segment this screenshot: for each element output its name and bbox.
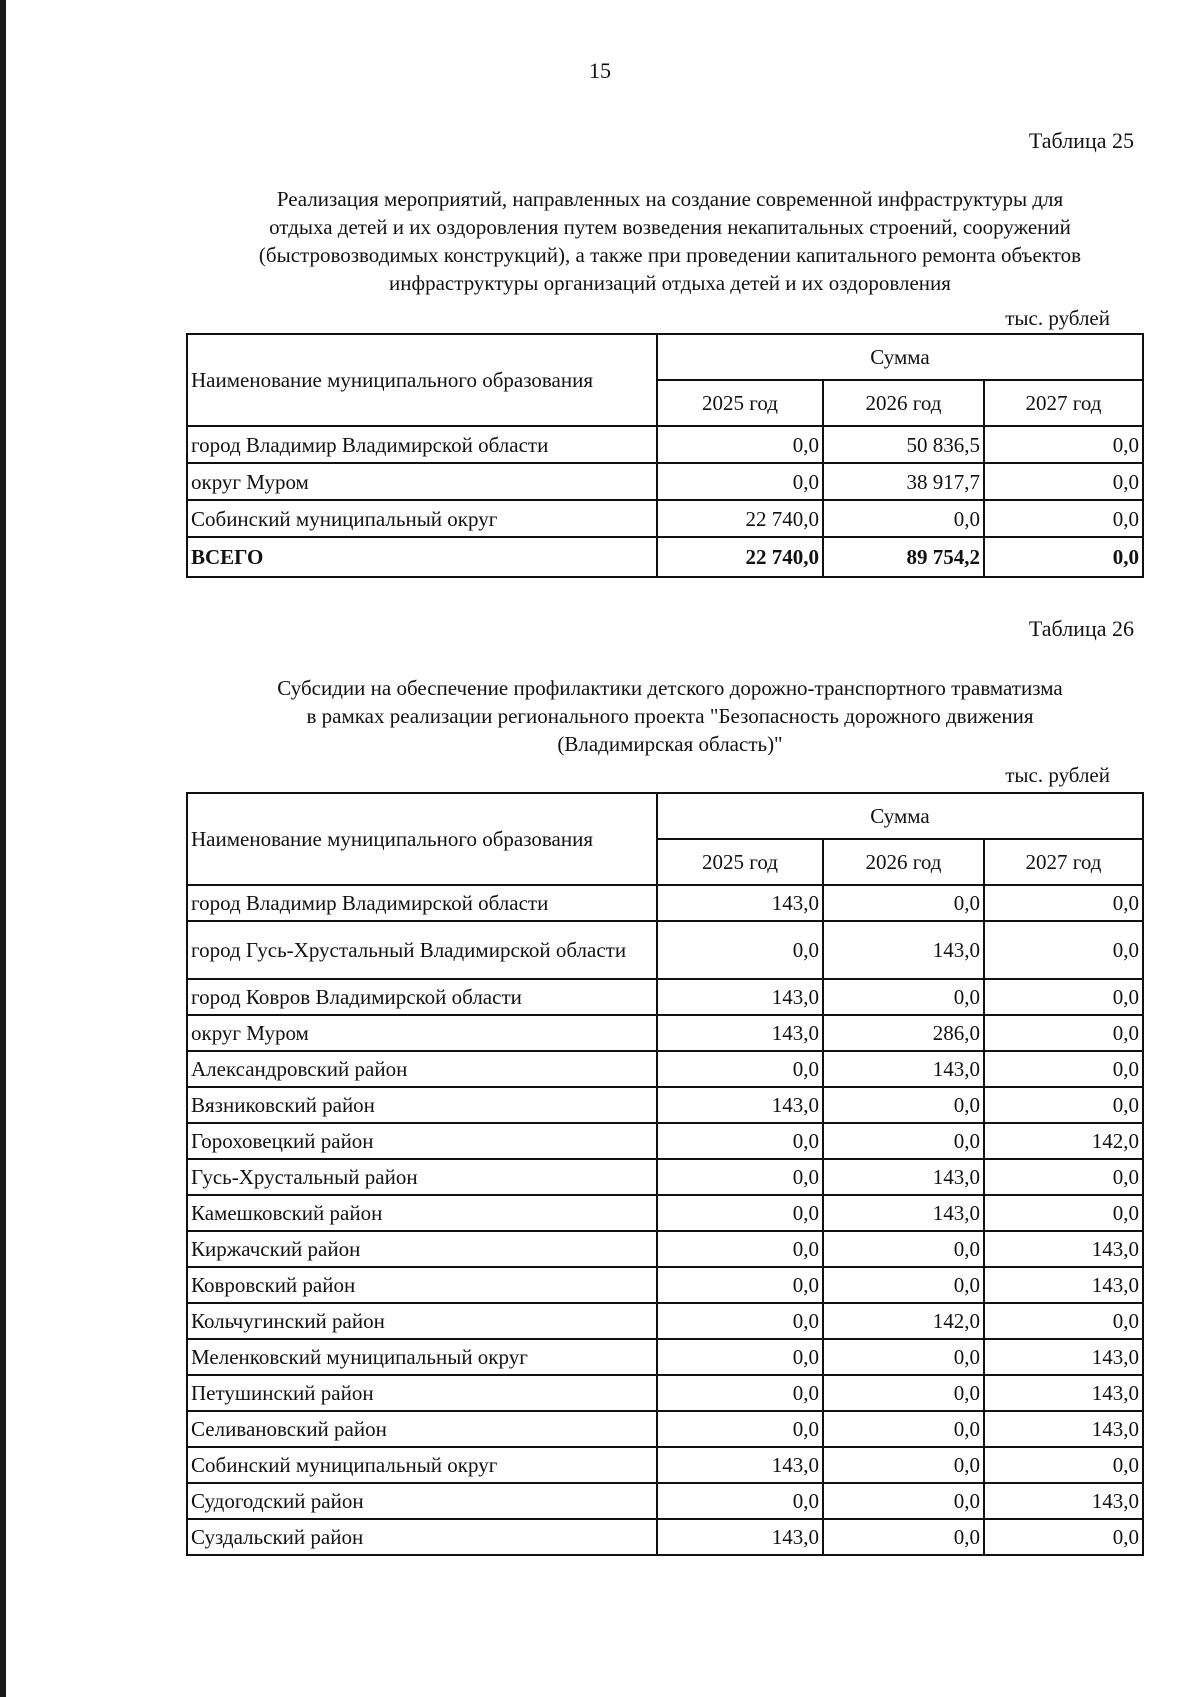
municipality-name: Суздальский район — [187, 1519, 657, 1555]
municipality-name: Собинский муниципальный округ — [187, 1447, 657, 1483]
table-26-header-name: Наименование муниципального образования — [187, 793, 657, 885]
table-row — [187, 1123, 1143, 1159]
value-2026: 286,0 — [823, 1015, 984, 1051]
table-26-title-line: (Владимирская область)" — [557, 732, 783, 756]
value-2027: 143,0 — [984, 1339, 1143, 1375]
table-row — [187, 1015, 1143, 1051]
table-25-header-sum: Сумма — [657, 334, 1143, 380]
table-26 — [186, 792, 1144, 1556]
municipality-name: Киржачский район — [187, 1231, 657, 1267]
table-row — [187, 1087, 1143, 1123]
table-row — [187, 426, 1143, 463]
value-2025: 0,0 — [657, 463, 823, 500]
value-2025: 0,0 — [657, 1267, 823, 1303]
municipality-name: город Ковров Владимирской области — [187, 979, 657, 1015]
table-26-title — [190, 674, 1150, 758]
table-row — [187, 885, 1143, 921]
table-25-year-header: 2026 год — [823, 380, 984, 426]
table-25-title-line: (быстровозводимых конструкций), а также при проведении капитального ремонта объектов — [258, 243, 1082, 267]
municipality-name: Селивановский район — [187, 1411, 657, 1447]
table-row — [187, 1339, 1143, 1375]
value-2026: 0,0 — [823, 1087, 984, 1123]
value-2025: 143,0 — [657, 1447, 823, 1483]
page-number: 15 — [589, 58, 611, 83]
municipality-name: Гусь-Хрустальный район — [187, 1159, 657, 1195]
municipality-name: город Владимир Владимирской области — [187, 426, 657, 463]
municipality-name: Меленковский муниципальный округ — [187, 1339, 657, 1375]
table-row — [187, 1411, 1143, 1447]
total-2025: 22 740,0 — [657, 537, 823, 577]
table-row — [187, 1447, 1143, 1483]
table-26-header-sum: Сумма — [657, 793, 1143, 839]
value-2027: 0,0 — [984, 1051, 1143, 1087]
table-25-title-line: Реализация мероприятий, направленных на создание современной инфраструктуры для — [276, 187, 1064, 211]
value-2026: 0,0 — [823, 1483, 984, 1519]
value-2025: 0,0 — [657, 426, 823, 463]
table-row — [187, 1159, 1143, 1195]
value-2025: 143,0 — [657, 1015, 823, 1051]
value-2027: 0,0 — [984, 1015, 1143, 1051]
value-2027: 0,0 — [984, 1447, 1143, 1483]
value-2027: 0,0 — [984, 921, 1143, 979]
municipality-name: Ковровский район — [187, 1267, 657, 1303]
table-row — [187, 921, 1143, 979]
municipality-name: округ Муром — [187, 463, 657, 500]
value-2025: 0,0 — [657, 1339, 823, 1375]
value-2026: 0,0 — [823, 1519, 984, 1555]
municipality-name: Вязниковский район — [187, 1087, 657, 1123]
value-2026: 50 836,5 — [823, 426, 984, 463]
value-2027: 143,0 — [984, 1375, 1143, 1411]
table-row — [187, 1195, 1143, 1231]
value-2027: 0,0 — [984, 1087, 1143, 1123]
value-2025: 143,0 — [657, 885, 823, 921]
table-26-caption: Таблица 26 — [1028, 616, 1134, 641]
scan-left-border — [0, 0, 6, 1697]
total-2026: 89 754,2 — [823, 537, 984, 577]
table-row — [187, 1231, 1143, 1267]
value-2025: 143,0 — [657, 1087, 823, 1123]
value-2027: 0,0 — [984, 1195, 1143, 1231]
value-2026: 143,0 — [823, 1159, 984, 1195]
municipality-name: Судогодский район — [187, 1483, 657, 1519]
table-25-year-header: 2025 год — [657, 380, 823, 426]
value-2025: 0,0 — [657, 1231, 823, 1267]
value-2027: 0,0 — [984, 1303, 1143, 1339]
value-2026: 0,0 — [823, 1123, 984, 1159]
value-2026: 143,0 — [823, 1195, 984, 1231]
table-row — [187, 463, 1143, 500]
table-26-year-header: 2026 год — [823, 839, 984, 885]
value-2025: 0,0 — [657, 1159, 823, 1195]
value-2027: 0,0 — [984, 979, 1143, 1015]
table-26-year-header: 2025 год — [657, 839, 823, 885]
municipality-name: Александровский район — [187, 1051, 657, 1087]
value-2027: 143,0 — [984, 1483, 1143, 1519]
value-2025: 0,0 — [657, 1195, 823, 1231]
table-26-year-header: 2027 год — [984, 839, 1143, 885]
table-25-header-name: Наименование муниципального образования — [187, 334, 657, 426]
value-2025: 0,0 — [657, 921, 823, 979]
table-25-caption: Таблица 25 — [1028, 128, 1134, 153]
municipality-name: округ Муром — [187, 1015, 657, 1051]
municipality-name: Петушинский район — [187, 1375, 657, 1411]
value-2027: 0,0 — [984, 463, 1143, 500]
table-row — [187, 1483, 1143, 1519]
value-2026: 0,0 — [823, 1411, 984, 1447]
table-row — [187, 500, 1143, 537]
value-2025: 0,0 — [657, 1051, 823, 1087]
value-2026: 38 917,7 — [823, 463, 984, 500]
value-2027: 143,0 — [984, 1411, 1143, 1447]
table-row — [187, 1375, 1143, 1411]
total-2027: 0,0 — [984, 537, 1143, 577]
value-2026: 0,0 — [823, 1339, 984, 1375]
table-25-units: тыс. рублей — [1005, 306, 1110, 330]
total-row — [187, 537, 1143, 577]
table-25 — [186, 333, 1144, 578]
table-25-title — [190, 185, 1150, 297]
total-label: ВСЕГО — [187, 537, 657, 577]
value-2027: 0,0 — [984, 500, 1143, 537]
municipality-name: город Владимир Владимирской области — [187, 885, 657, 921]
municipality-name: Камешковский район — [187, 1195, 657, 1231]
municipality-name: город Гусь-Хрустальный Владимирской области — [187, 921, 657, 979]
value-2027: 143,0 — [984, 1267, 1143, 1303]
table-26-title-line: Субсидии на обеспечение профилактики детского дорожно-транспортного травматизма — [277, 676, 1063, 700]
table-row — [187, 1267, 1143, 1303]
table-row — [187, 1303, 1143, 1339]
value-2026: 142,0 — [823, 1303, 984, 1339]
value-2025: 143,0 — [657, 979, 823, 1015]
value-2025: 0,0 — [657, 1483, 823, 1519]
value-2025: 143,0 — [657, 1519, 823, 1555]
value-2027: 142,0 — [984, 1123, 1143, 1159]
value-2026: 0,0 — [823, 1267, 984, 1303]
table-row — [187, 979, 1143, 1015]
value-2027: 0,0 — [984, 1519, 1143, 1555]
value-2027: 0,0 — [984, 885, 1143, 921]
value-2025: 22 740,0 — [657, 500, 823, 537]
table-row — [187, 1051, 1143, 1087]
table-26-title-line: в рамках реализации регионального проекта "Безопасность дорожного движения — [306, 704, 1034, 728]
value-2026: 0,0 — [823, 885, 984, 921]
value-2027: 0,0 — [984, 426, 1143, 463]
municipality-name: Кольчугинский район — [187, 1303, 657, 1339]
value-2025: 0,0 — [657, 1303, 823, 1339]
value-2026: 0,0 — [823, 1447, 984, 1483]
value-2026: 0,0 — [823, 1375, 984, 1411]
value-2027: 0,0 — [984, 1159, 1143, 1195]
value-2026: 0,0 — [823, 979, 984, 1015]
value-2025: 0,0 — [657, 1411, 823, 1447]
municipality-name: Гороховецкий район — [187, 1123, 657, 1159]
municipality-name: Собинский муниципальный округ — [187, 500, 657, 537]
value-2027: 143,0 — [984, 1231, 1143, 1267]
value-2026: 0,0 — [823, 500, 984, 537]
value-2025: 0,0 — [657, 1375, 823, 1411]
value-2026: 143,0 — [823, 921, 984, 979]
table-25-title-line: инфраструктуры организаций отдыха детей и их оздоровления — [389, 271, 951, 295]
value-2026: 143,0 — [823, 1051, 984, 1087]
table-25-year-header: 2027 год — [984, 380, 1143, 426]
value-2025: 0,0 — [657, 1123, 823, 1159]
value-2026: 0,0 — [823, 1231, 984, 1267]
table-26-units: тыс. рублей — [1005, 763, 1110, 787]
table-row — [187, 1519, 1143, 1555]
table-25-title-line: отдыха детей и их оздоровления путем возведения некапитальных строений, сооружений — [269, 215, 1071, 239]
